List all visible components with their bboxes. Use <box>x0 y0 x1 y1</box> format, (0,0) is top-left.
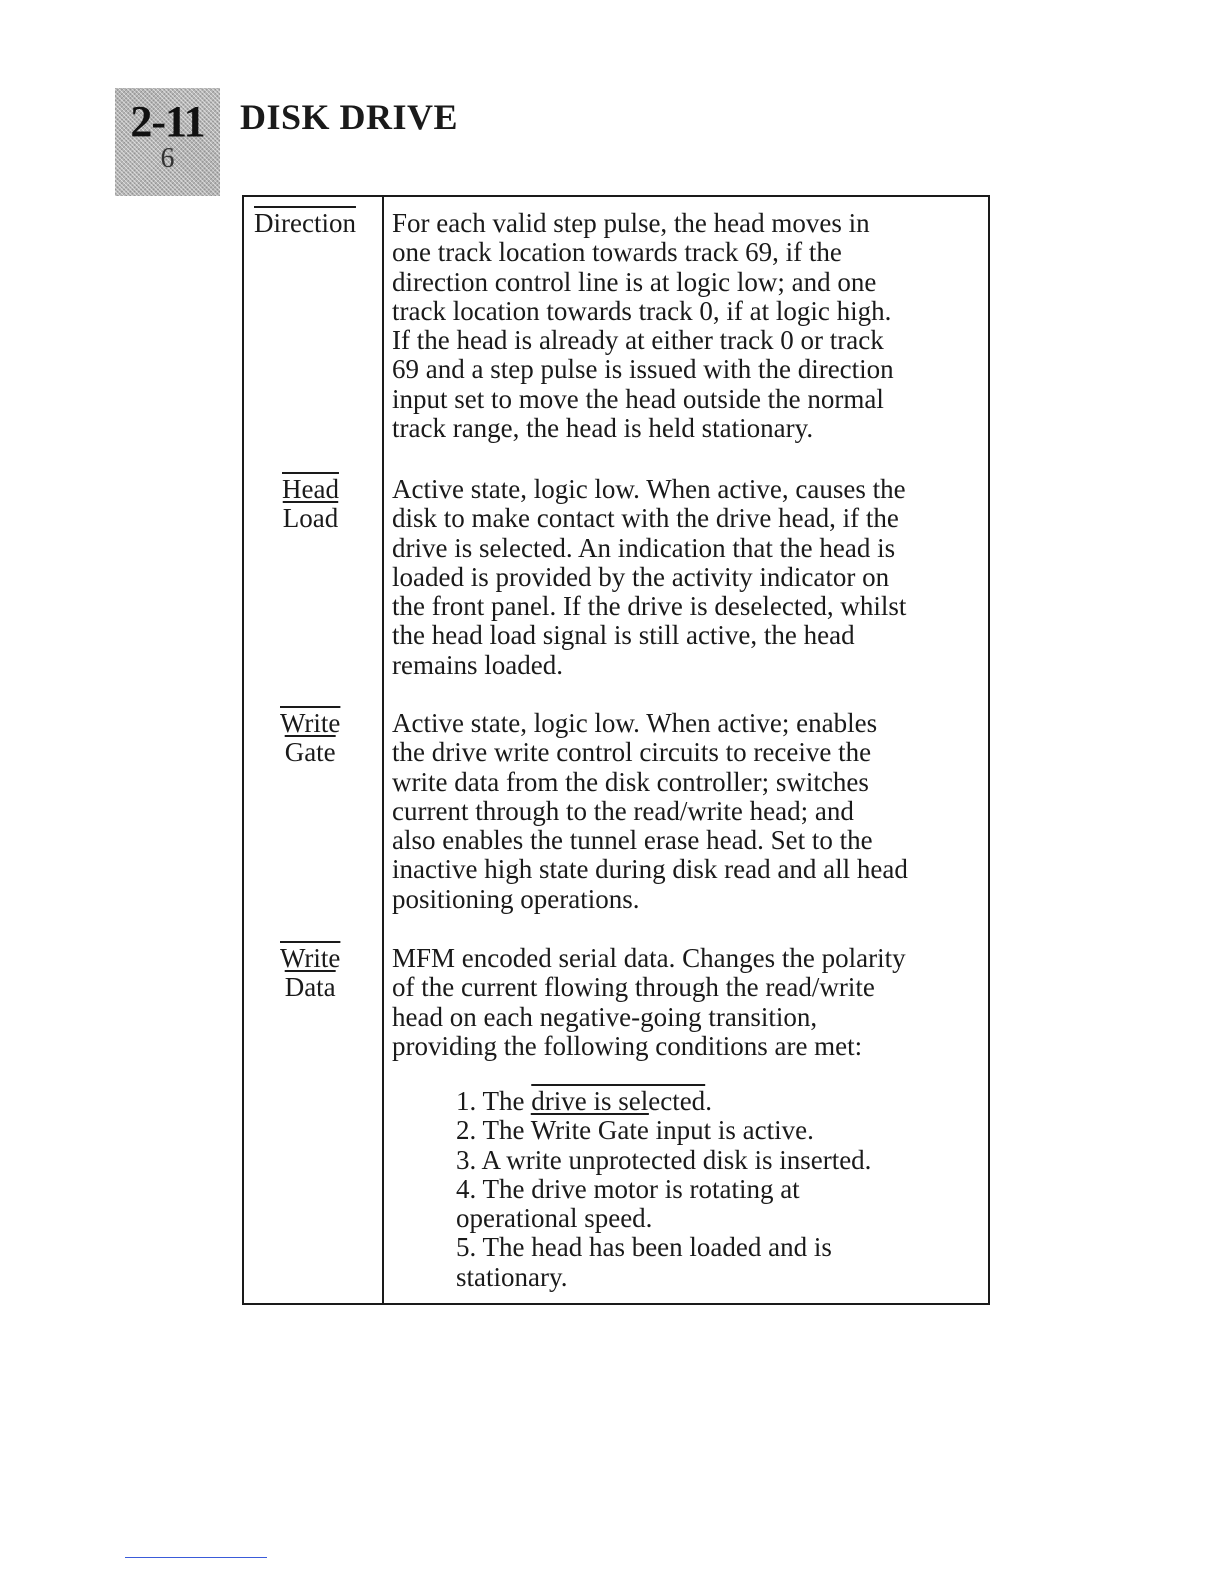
condition-text: . <box>705 1086 712 1116</box>
condition-item <box>456 1087 871 1116</box>
condition-text: 2. The <box>456 1115 531 1146</box>
desc-line: write data from the disk controller; switches <box>392 766 869 797</box>
desc-line: remains loaded. <box>392 649 563 680</box>
signal-name-head-load <box>282 475 339 533</box>
desc-line: track location towards track 0, if at logic high. <box>392 295 892 326</box>
signal-name-line: Gate <box>284 737 336 767</box>
signal-name-line: Data <box>284 972 336 1002</box>
desc-line: positioning operations. <box>392 883 640 914</box>
signal-name-line: Write <box>280 708 341 738</box>
desc-line: MFM encoded serial data. Changes the polarity <box>392 943 906 973</box>
desc-line: providing the following conditions are met: <box>392 1030 863 1061</box>
signal-desc-direction <box>392 209 984 443</box>
desc-line: track range, the head is held stationary. <box>392 413 814 444</box>
section-badge <box>115 88 220 196</box>
desc-line: Active state, logic low. When active, causes the <box>392 474 906 504</box>
condition-item: 3. A write unprotected disk is inserted. <box>456 1144 872 1175</box>
desc-line: the head load signal is still active, the head <box>392 620 855 651</box>
condition-item: 5. The head has been loaded and is <box>456 1232 832 1263</box>
signal-name-line: Write <box>280 943 341 973</box>
desc-line: the front panel. If the drive is deselected, whilst <box>392 591 907 622</box>
section-number: 2-11 <box>130 97 205 146</box>
desc-line: the drive write control circuits to receive the <box>392 737 872 768</box>
desc-line: also enables the tunnel erase head. Set to the <box>392 825 873 856</box>
condition-item: 4. The drive motor is rotating at <box>456 1173 800 1204</box>
condition-item <box>456 1116 871 1145</box>
signal-name-line: Load <box>282 503 339 533</box>
desc-line: drive is selected. An indication that the head is <box>392 532 896 563</box>
condition-item-continuation: operational speed. <box>456 1203 653 1234</box>
signal-desc-write-gate <box>392 709 984 914</box>
desc-line: current through to the read/write head; and <box>392 795 854 826</box>
desc-line: 69 and a step pulse is issued with the direction <box>392 354 894 385</box>
signal-name-direction <box>254 209 356 238</box>
footer-rule <box>125 1557 267 1558</box>
desc-line: input set to move the head outside the normal <box>392 383 884 414</box>
desc-line: head on each negative-going transition, <box>392 1001 818 1032</box>
signal-name-line: Head <box>282 474 339 504</box>
condition-item-continuation: stationary. <box>456 1261 568 1292</box>
condition-text: 1. The <box>456 1086 532 1116</box>
signal-desc-write-data <box>392 944 984 1061</box>
desc-line: loaded is provided by the activity indicator on <box>392 561 890 592</box>
condition-text: input is active. <box>648 1115 814 1146</box>
condition-overlined-text: Write Gate <box>530 1115 649 1146</box>
desc-line: If the head is already at either track 0 or track <box>392 325 884 356</box>
signal-name-write-data <box>280 944 340 1002</box>
condition-overlined-text: drive is selected <box>531 1086 706 1116</box>
desc-line: of the current flowing through the read/write <box>392 972 875 1003</box>
signal-desc-head-load <box>392 475 984 680</box>
signal-name-write-gate <box>280 709 340 767</box>
section-sub-number: 6 <box>160 143 175 174</box>
signal-table <box>242 195 990 1305</box>
desc-line: For each valid step pulse, the head moves in <box>392 208 870 238</box>
page-title: DISK DRIVE <box>240 97 459 137</box>
conditions-list <box>456 1087 871 1292</box>
desc-line: direction control line is at logic low; and one <box>392 266 877 297</box>
desc-line: inactive high state during disk read and all head <box>392 854 908 885</box>
desc-line: Active state, logic low. When active; enables <box>392 708 878 738</box>
desc-line: disk to make contact with the drive head, if the <box>392 503 899 534</box>
desc-line: one track location towards track 69, if the <box>392 237 842 268</box>
signal-name-line: Direction <box>254 208 356 238</box>
column-divider <box>382 197 384 1303</box>
